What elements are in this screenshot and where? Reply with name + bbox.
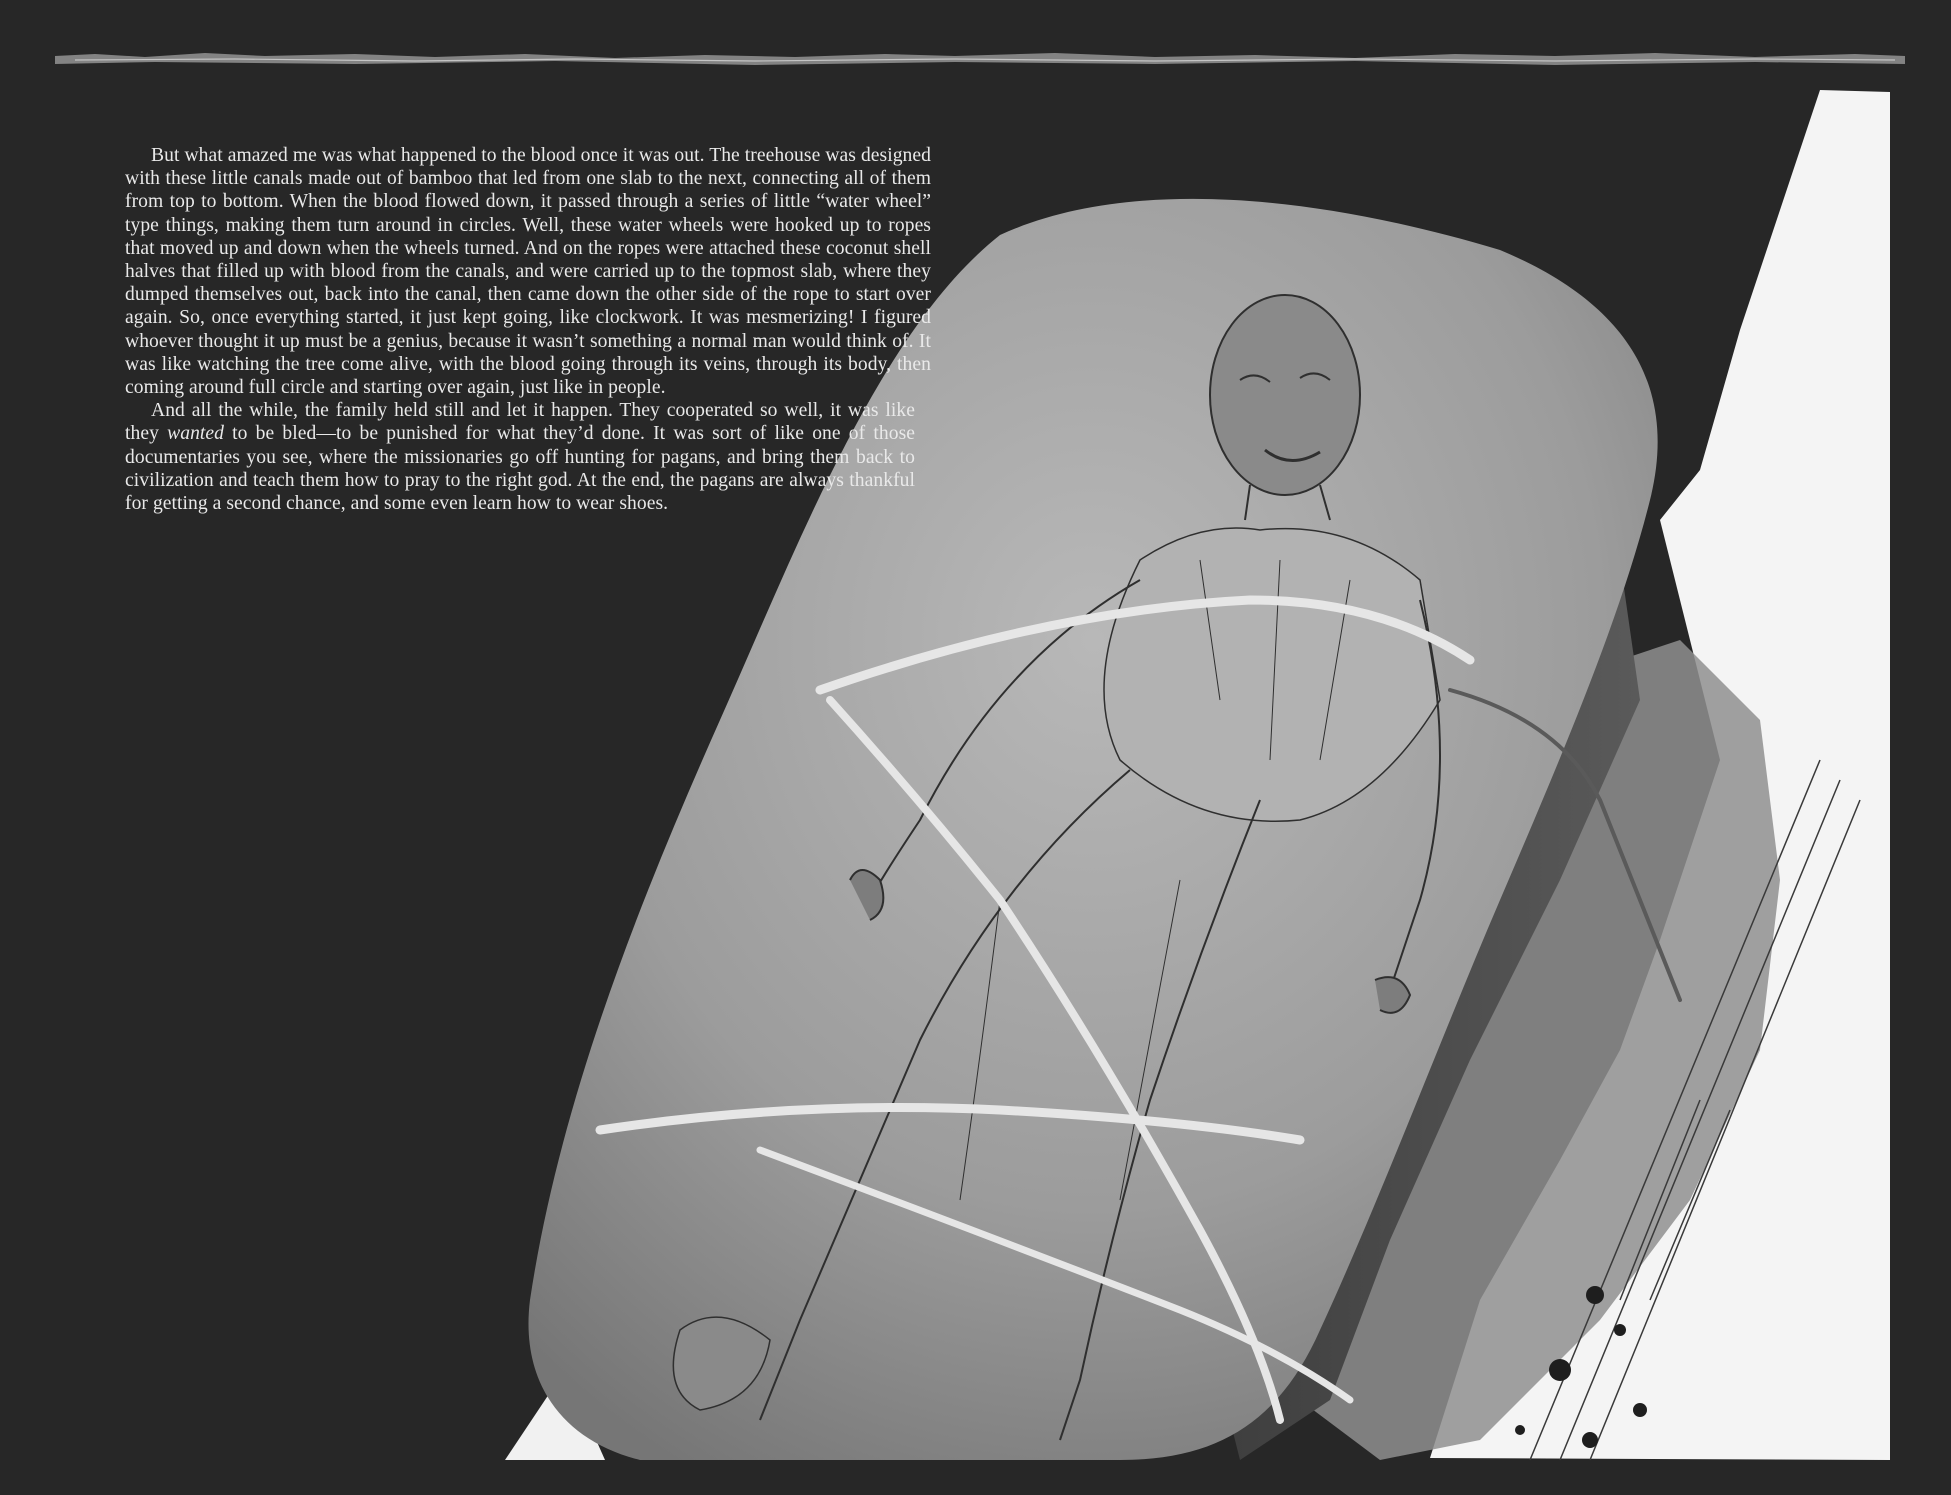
paragraph-2-start: And all the while, the family held still and let it happen. They cooperated so well, it was like they [125, 400, 915, 445]
story-paragraph-2 [125, 399, 915, 515]
paragraph-2-italic: wanted [167, 423, 225, 445]
story-text-block [125, 144, 931, 515]
story-paragraph-1: But what amazed me was what happened to the blood once it was out. The treehouse was designed with these little canals made out of bamboo that led from one slab to the next, connecting all of them from top to bottom. When the blood flowed down, it passed through a series of little “water wheel” type things, making them turn around in circles. Well, these water wheels were hooked up to ropes that moved up and down when the wheels turned. And on the ropes were attached these coconut shell halves that filled up with blood from the canals, and were carried up to the topmost slab, where they dumped themselves out, back into the canal, then came down the other side of the rope to start over again. So, once everything started, it just kept going, like clockwork. It was mesmerizing! I figured whoever thought it up must be a genius, because it wasn’t something a normal man would think of. It was like watching the tree come alive, with the blood going through its veins, through its body, then coming around full circle and starting over again, just like in people. [125, 145, 931, 399]
paragraph-2-end: to be bled—to be punished for what they’d done. It was sort of like one of those documentaries you see, where the missionaries go off hunting for pagans, and bring them back to civilization and teach them how to pray to the right god. At the end, the pagans are always thankful for getting a second chance, and some even learn how to wear shoes. [125, 423, 915, 515]
